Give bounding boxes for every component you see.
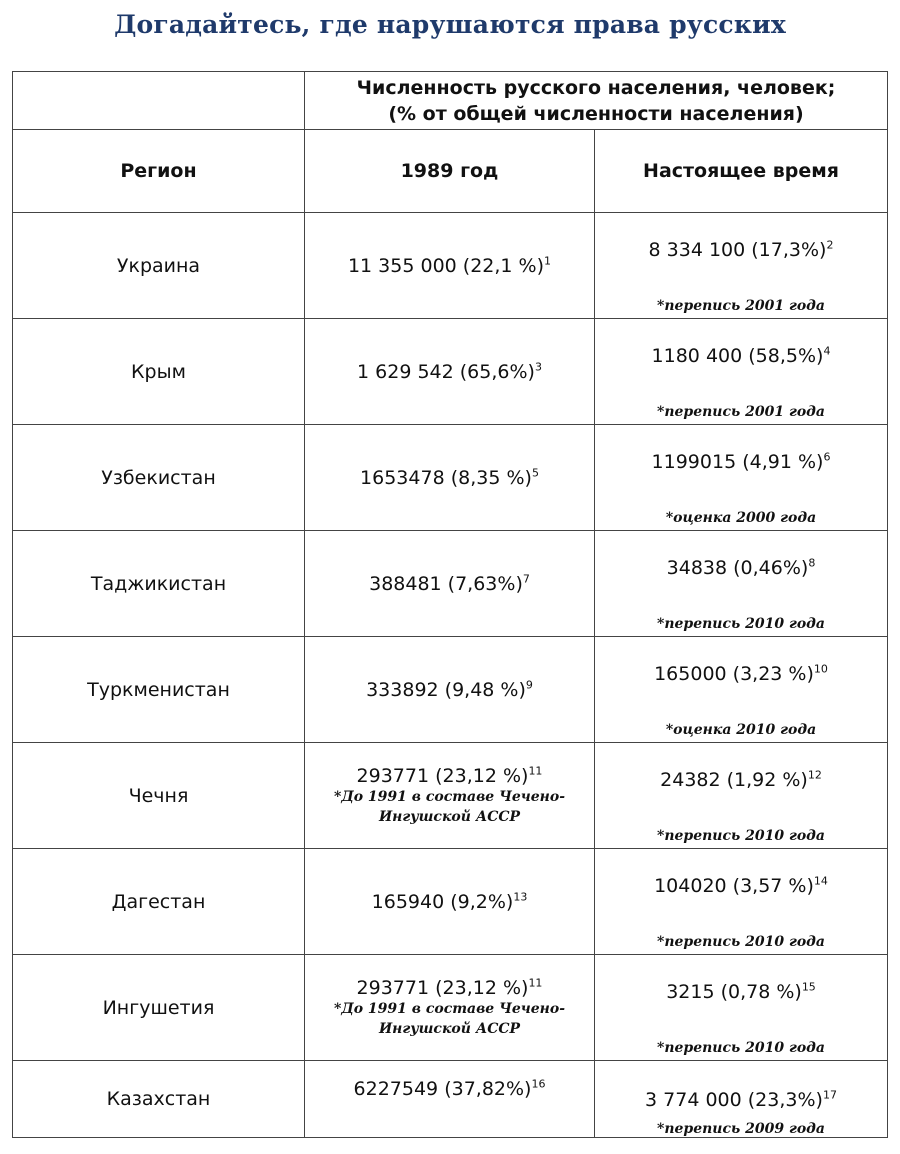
header-region: Регион (13, 130, 305, 213)
table-row (13, 743, 888, 849)
source-note: *перепись 2010 года (657, 828, 825, 844)
region-cell: Ингушетия (13, 955, 305, 1061)
source-note: *перепись 2010 года (657, 934, 825, 950)
value-1989-cell: 165940 $(9,2\%)^{13}$ (305, 849, 595, 955)
table-row (13, 849, 888, 955)
region-cell: Дагестан (13, 849, 305, 955)
source-note: *перепись 2001 года (657, 404, 825, 420)
value-now-cell: 24382 (1,92 %)$^{12}$ *перепись 2010 года (595, 743, 888, 849)
note-1989-line-2: Ингушской АССР (378, 1020, 521, 1037)
table-row (13, 637, 888, 743)
source-note: *перепись 2009 года (657, 1121, 825, 1137)
value-1989-cell: 1653478 (8,35 %)$^5$ (305, 425, 595, 531)
note-1989-line-2: Ингушской АССР (378, 808, 521, 825)
region-cell: Чечня (13, 743, 305, 849)
value-1989-cell: 11 355 000 (22,1 %)$^1$ (305, 213, 595, 319)
table-row (13, 1061, 888, 1138)
value-now-cell: 8 334 100 $(17,3\%)^2$ *перепись 2001 года (595, 213, 888, 319)
table-row (13, 955, 888, 1061)
value-now-cell: 1199015 (4,91 %)$^6$ *оценка 2000 года (595, 425, 888, 531)
value-1989-cell: 333892 (9,48 %)$^9$ (305, 637, 595, 743)
table-row (13, 531, 888, 637)
value-now-cell: 3215 (0,78 %)$^{15}$ *перепись 2010 года (595, 955, 888, 1061)
header-span-line-1: Численность русского населения, человек; (356, 76, 836, 99)
value-1989-cell: 1 629 542 $(65,6\%)^3$ (305, 319, 595, 425)
table-header-columns (13, 130, 888, 213)
source-note: *перепись 2010 года (657, 1040, 825, 1056)
value-1989-cell: 293771 (23,12 %)$^{11}$ *До 1991 в составе Чечено- Ингушской АССР (305, 743, 595, 849)
source-note: *оценка 2000 года (665, 510, 817, 526)
source-note: *перепись 2010 года (657, 616, 825, 632)
header-empty-cell (13, 72, 305, 130)
header-now: Настоящее время (595, 130, 888, 213)
value-now-cell: 3 774 000 $(23,3\%)^{17}$ *перепись 2009 года (595, 1061, 888, 1138)
header-span-line-2: (% от общей численности населения) (388, 102, 804, 125)
region-cell: Узбекистан (13, 425, 305, 531)
value-1989-cell: 6227549 $(37,82\%)^{16}$ (305, 1061, 595, 1138)
region-cell: Украина (13, 213, 305, 319)
table-row (13, 425, 888, 531)
value-now-cell: 165000 (3,23 %)$^{10}$ *оценка 2010 года (595, 637, 888, 743)
value-now-cell: 34838 $(0,46\%)^8$ *перепись 2010 года (595, 531, 888, 637)
note-1989-line-1: *До 1991 в составе Чечено- (333, 788, 566, 805)
table-row (13, 319, 888, 425)
source-note: *оценка 2010 года (665, 722, 817, 738)
note-1989-line-1: *До 1991 в составе Чечено- (333, 1000, 566, 1017)
table-header-top (13, 72, 888, 130)
region-cell: Казахстан (13, 1061, 305, 1138)
header-population-span (305, 72, 888, 130)
table-row (13, 213, 888, 319)
value-1989-cell: 293771 (23,12 %)$^{11}$ *До 1991 в составе Чечено- Ингушской АССР (305, 955, 595, 1061)
page-title: Догадайтесь, где нарушаются права русских (114, 10, 786, 39)
value-now-cell: 1180 400 $(58,5\%)^4$ *перепись 2001 года (595, 319, 888, 425)
value-now-cell: 104020 (3,57 %)$^{14}$ *перепись 2010 года (595, 849, 888, 955)
region-cell: Туркменистан (13, 637, 305, 743)
header-1989: 1989 год (305, 130, 595, 213)
population-table (12, 71, 888, 1138)
region-cell: Крым (13, 319, 305, 425)
source-note: *перепись 2001 года (657, 298, 825, 314)
region-cell: Таджикистан (13, 531, 305, 637)
value-1989-cell: 388481 $(7,63\%)^7$ (305, 531, 595, 637)
